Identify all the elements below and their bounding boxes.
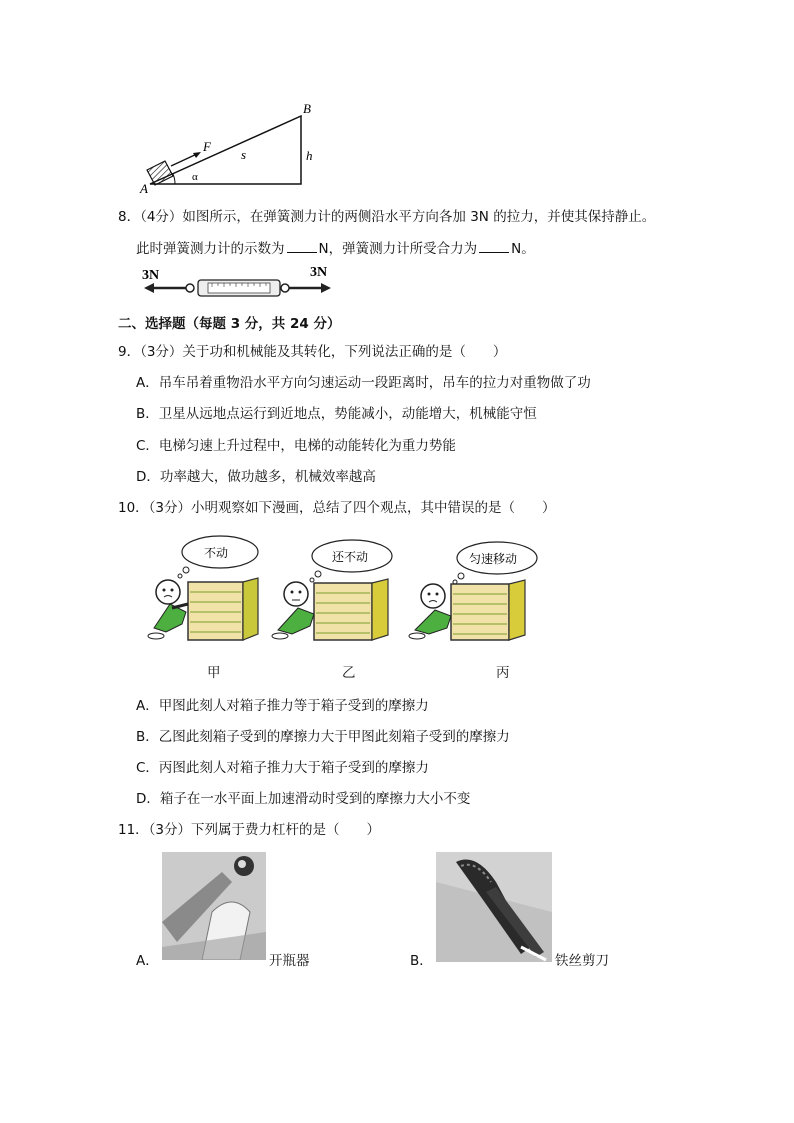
q10-option-a[interactable]: A．甲图此刻人对箱子推力等于箱子受到的摩擦力 xyxy=(136,698,429,714)
crate xyxy=(451,584,509,640)
cartoon-yi xyxy=(270,538,400,644)
incline-triangle xyxy=(150,116,301,184)
q9-option-b[interactable]: B．卫星从远地点运行到近地点，势能减小，动能增大，机械能守恒 xyxy=(136,406,537,422)
q9-option-d[interactable]: D．功率越大，做功越多，机械效率越高 xyxy=(136,469,376,485)
force-label-right: 3N xyxy=(310,265,328,280)
q8-line1: 8．（4分）如图所示，在弹簧测力计的两侧沿水平方向各加 3N 的拉力，并使其保持静止。 xyxy=(118,209,656,225)
crate xyxy=(314,583,372,640)
q10-option-c[interactable]: C．丙图此刻人对箱子推力大于箱子受到的摩擦力 xyxy=(136,760,429,776)
label-F: F xyxy=(203,139,211,154)
q11-stem: 11．（3分）下列属于费力杠杆的是（ ） xyxy=(118,822,381,838)
q11-option-b-letter[interactable]: B． xyxy=(410,953,433,969)
q10-option-d[interactable]: D．箱子在一水平面上加速滑动时受到的摩擦力大小不变 xyxy=(136,791,471,807)
bubble-text: 不动 xyxy=(204,546,229,560)
boy-head xyxy=(421,584,445,608)
section-title: 二、选择题（每题 3 分，共 24 分） xyxy=(118,316,341,332)
caption-yi: 乙 xyxy=(342,665,356,681)
crate xyxy=(188,582,243,640)
q8-text-a: 此时弹簧测力计的示数为 xyxy=(136,241,285,257)
label-B: B xyxy=(303,101,311,116)
label-h: h xyxy=(306,148,313,163)
q9-stem: 9．（3分）关于功和机械能及其转化，下列说法正确的是（ ） xyxy=(118,344,507,360)
wire-cutter-photo xyxy=(436,852,552,962)
bottle-opener-photo xyxy=(162,852,266,960)
caption-bing: 丙 xyxy=(496,665,510,681)
boy-head xyxy=(156,580,180,604)
label-alpha: α xyxy=(192,171,198,183)
q9-option-c[interactable]: C．电梯匀速上升过程中，电梯的动能转化为重力势能 xyxy=(136,438,456,454)
bubble-text: 匀速移动 xyxy=(469,552,518,566)
incline-diagram xyxy=(135,100,335,195)
cartoon-jia xyxy=(140,532,270,644)
bubble-text: 还不动 xyxy=(332,550,369,564)
block xyxy=(147,161,173,185)
q9-option-a[interactable]: A．吊车吊着重物沿水平方向匀速运动一段距离时，吊车的拉力对重物做了功 xyxy=(136,375,591,391)
q8-blank-2[interactable] xyxy=(479,240,509,253)
force-label-left: 3N xyxy=(142,268,160,283)
spring-scale-diagram xyxy=(138,262,338,302)
boy-head xyxy=(284,582,308,606)
q8-text-b: N，弹簧测力计所受合力为 xyxy=(318,241,478,257)
label-A: A xyxy=(140,181,148,195)
caption-jia: 甲 xyxy=(207,665,221,681)
q8-blank-1[interactable] xyxy=(287,240,317,253)
q8-line2 xyxy=(136,240,535,258)
q11-option-a-label[interactable]: 开瓶器 xyxy=(269,953,310,969)
q11-option-a-letter[interactable]: A． xyxy=(136,953,159,969)
q10-stem: 10．（3分）小明观察如下漫画，总结了四个观点，其中错误的是（ ） xyxy=(118,500,556,516)
cartoon-bing xyxy=(405,538,540,644)
label-s: s xyxy=(241,147,247,162)
q10-option-b[interactable]: B．乙图此刻箱子受到的摩擦力大于甲图此刻箱子受到的摩擦力 xyxy=(136,729,510,745)
q11-option-b-label[interactable]: 铁丝剪刀 xyxy=(555,953,609,969)
q8-text-c: N。 xyxy=(511,241,535,257)
